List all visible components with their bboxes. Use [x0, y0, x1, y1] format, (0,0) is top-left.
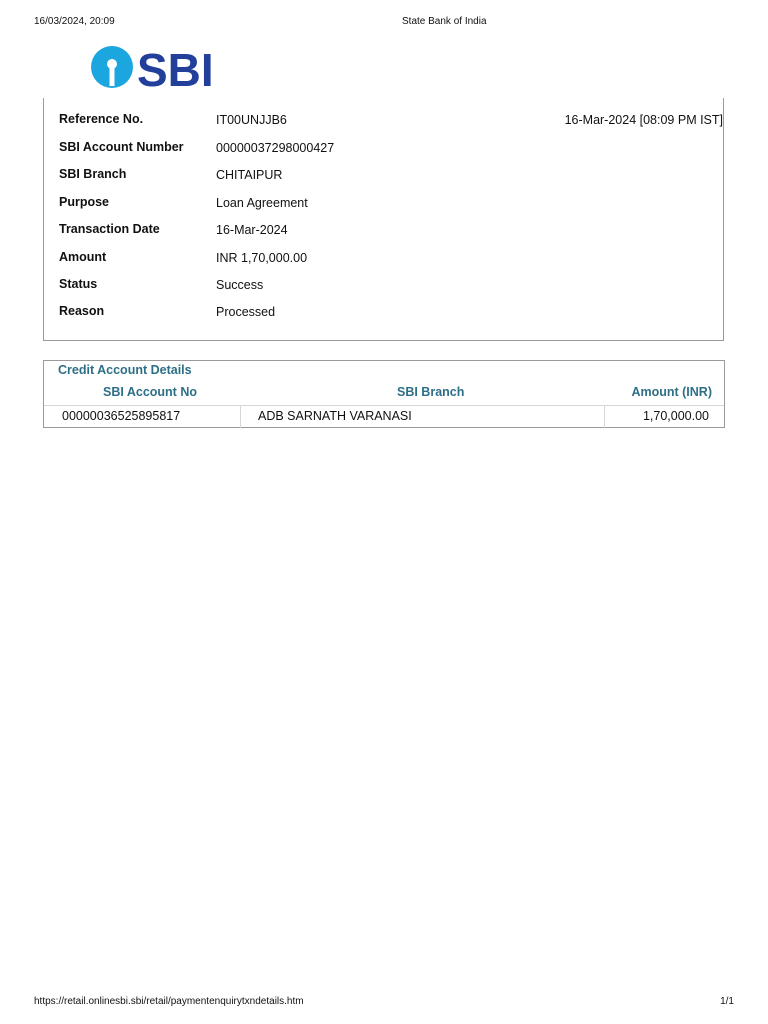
credit-amount: 1,70,000.00	[642, 409, 709, 423]
column-header-branch: SBI Branch	[397, 385, 465, 399]
print-footer	[34, 996, 734, 1010]
credit-branch: ADB SARNATH VARANASI	[241, 406, 605, 428]
page-url: https://retail.onlinesbi.sbi/retail/paymentenquirytxndetails.htm	[34, 996, 304, 1007]
row-purpose	[59, 195, 723, 215]
account-number-value: 00000037298000427	[216, 141, 335, 155]
print-header	[34, 16, 734, 30]
print-datetime: 16/03/2024, 20:09	[34, 16, 115, 27]
reason-label: Reason	[59, 304, 105, 318]
credit-account-no: 00000036525895817	[44, 406, 241, 428]
sbi-logo	[91, 44, 215, 90]
row-amount	[59, 250, 723, 270]
reference-value: IT00UNJJB6	[216, 113, 287, 127]
sbi-logo-icon	[91, 44, 215, 90]
amount-value: INR 1,70,000.00	[216, 251, 308, 265]
purpose-label: Purpose	[59, 195, 110, 209]
sbi-logo-text: SBI	[137, 44, 214, 90]
reason-value: Processed	[216, 305, 276, 319]
status-label: Status	[59, 277, 98, 291]
row-transaction-date	[59, 222, 723, 242]
row-status	[59, 277, 723, 297]
column-header-account-no: SBI Account No	[103, 385, 197, 399]
credit-account-details	[43, 360, 725, 428]
status-value: Success	[216, 278, 264, 292]
row-account-number	[59, 140, 723, 160]
transaction-date-label: Transaction Date	[59, 222, 160, 236]
reference-label: Reference No.	[59, 112, 144, 126]
row-reference	[59, 112, 723, 132]
row-branch	[59, 167, 723, 187]
account-number-label: SBI Account Number	[59, 140, 184, 154]
table-row	[44, 405, 724, 428]
amount-label: Amount	[59, 250, 107, 264]
row-reason	[59, 304, 723, 324]
page-number: 1/1	[720, 996, 734, 1007]
branch-label: SBI Branch	[59, 167, 127, 181]
column-header-amount: Amount (INR)	[631, 385, 712, 399]
purpose-value: Loan Agreement	[216, 196, 308, 210]
branch-value: CHITAIPUR	[216, 168, 283, 182]
print-title: State Bank of India	[402, 16, 487, 27]
transaction-details	[43, 98, 724, 341]
credit-section-title: Credit Account Details	[58, 363, 192, 377]
reference-datetime: 16-Mar-2024 [08:09 PM IST]	[564, 113, 723, 127]
transaction-date-value: 16-Mar-2024	[216, 223, 288, 237]
